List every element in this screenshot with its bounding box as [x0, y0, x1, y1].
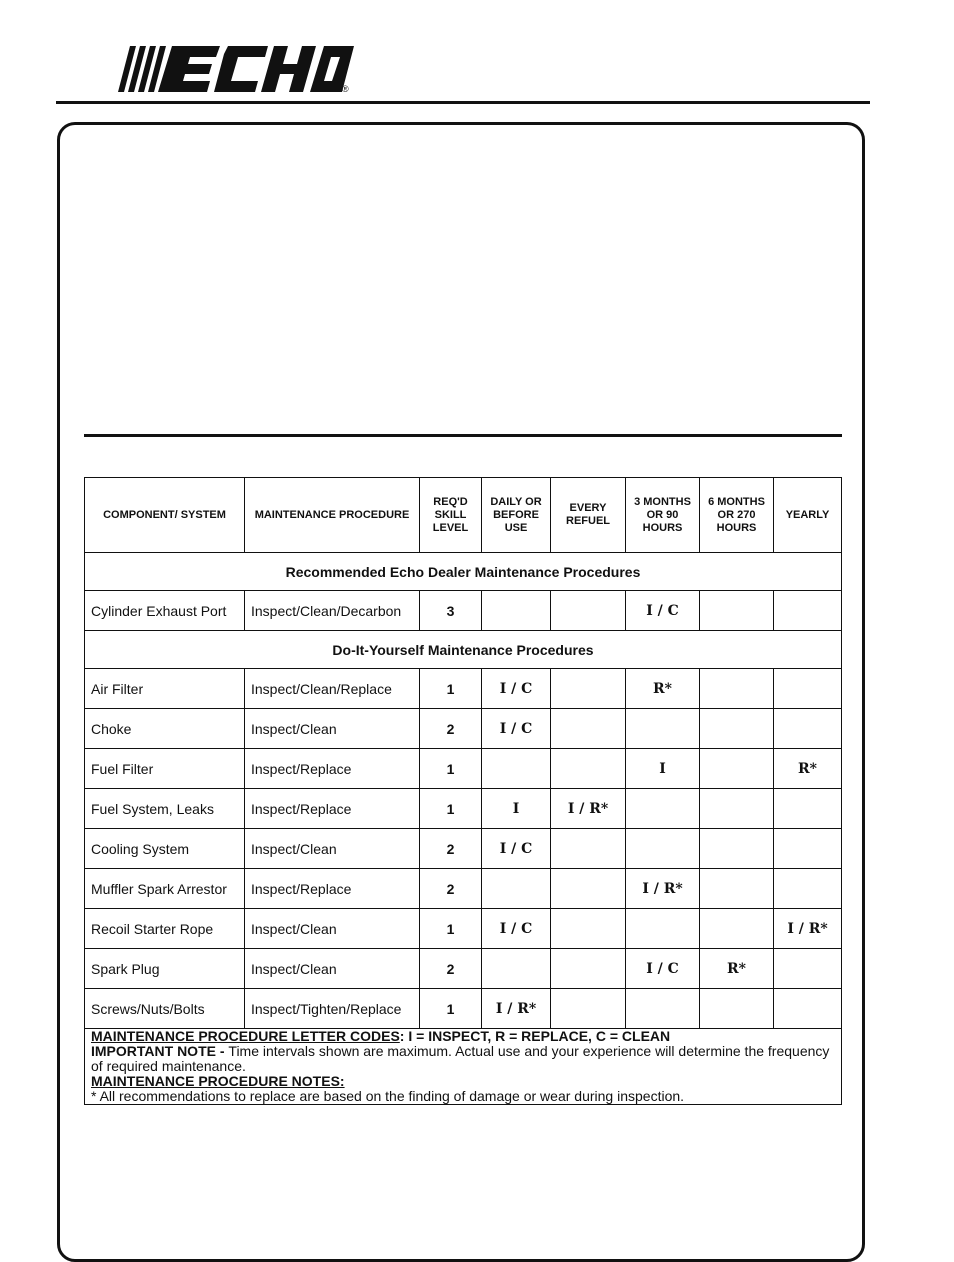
procedure-cell: Inspect/Clean/Decarbon: [245, 591, 420, 631]
6-months-cell: [700, 591, 774, 631]
procedure-cell: Inspect/Replace: [245, 749, 420, 789]
procedure-cell: Inspect/Clean: [245, 829, 420, 869]
3-months-cell: [626, 709, 700, 749]
6-months-cell: [700, 669, 774, 709]
yearly-cell: R*: [774, 749, 842, 789]
component-cell: Cylinder Exhaust Port: [85, 591, 245, 631]
daily-cell: [482, 749, 551, 789]
6-months-cell: [700, 709, 774, 749]
procedure-cell: Inspect/Replace: [245, 869, 420, 909]
refuel-cell: [551, 829, 626, 869]
6-months-cell: [700, 749, 774, 789]
table-row: [85, 709, 842, 749]
3-months-cell: I / C: [626, 949, 700, 989]
important-note-line: [91, 1044, 835, 1074]
maintenance-table: [84, 477, 842, 1105]
component-cell: Fuel Filter: [85, 749, 245, 789]
skill-cell: 1: [420, 749, 482, 789]
echo-logo-mark: [116, 44, 356, 100]
skill-cell: 1: [420, 789, 482, 829]
procedure-cell: Inspect/Clean: [245, 949, 420, 989]
component-cell: Recoil Starter Rope: [85, 909, 245, 949]
daily-cell: I / C: [482, 829, 551, 869]
component-cell: Muffler Spark Arrestor: [85, 869, 245, 909]
header-row: [85, 478, 842, 553]
6-months-cell: [700, 909, 774, 949]
skill-cell: 3: [420, 591, 482, 631]
header-rule: [56, 101, 870, 104]
important-note-label: IMPORTANT NOTE -: [91, 1043, 229, 1059]
skill-cell: 2: [420, 709, 482, 749]
refuel-cell: [551, 591, 626, 631]
registered-mark: ®: [342, 84, 349, 94]
yearly-cell: [774, 669, 842, 709]
refuel-cell: [551, 749, 626, 789]
procedure-notes-label: MAINTENANCE PROCEDURE NOTES:: [91, 1073, 345, 1089]
daily-cell: I / C: [482, 909, 551, 949]
notes-row: [85, 1029, 842, 1105]
procedure-cell: Inspect/Clean: [245, 709, 420, 749]
daily-cell: I / C: [482, 669, 551, 709]
table-row: [85, 749, 842, 789]
table-row: [85, 949, 842, 989]
6-months-cell: [700, 989, 774, 1029]
letter-codes-text: : I = INSPECT, R = REPLACE, C = CLEAN: [399, 1028, 671, 1044]
daily-cell: [482, 869, 551, 909]
procedure-cell: Inspect/Tighten/Replace: [245, 989, 420, 1029]
daily-cell: I: [482, 789, 551, 829]
component-cell: Fuel System, Leaks: [85, 789, 245, 829]
skill-cell: 1: [420, 989, 482, 1029]
refuel-cell: [551, 709, 626, 749]
procedure-note-text: * All recommendations to replace are based on the finding of damage or wear during inspection.: [91, 1088, 685, 1104]
diy-section-row: [85, 631, 842, 669]
notes-cell: [85, 1029, 842, 1105]
header-6-months: 6 MONTHS OR 270 HOURS: [700, 478, 774, 553]
procedure-note-line: [91, 1089, 835, 1104]
dealer-section-title: Recommended Echo Dealer Maintenance Procedures: [85, 553, 842, 591]
header-procedure: MAINTENANCE PROCEDURE: [245, 478, 420, 553]
yearly-cell: [774, 949, 842, 989]
3-months-cell: [626, 789, 700, 829]
table-row: [85, 909, 842, 949]
refuel-cell: [551, 989, 626, 1029]
skill-cell: 2: [420, 949, 482, 989]
important-note-text: Time intervals shown are maximum. Actual use and your experience will determine the frequency of required maintenance.: [91, 1043, 830, 1074]
refuel-cell: [551, 949, 626, 989]
table-row: [85, 591, 842, 631]
procedure-cell: Inspect/Clean: [245, 909, 420, 949]
6-months-cell: [700, 869, 774, 909]
daily-cell: [482, 591, 551, 631]
component-cell: Air Filter: [85, 669, 245, 709]
refuel-cell: [551, 869, 626, 909]
skill-cell: 2: [420, 869, 482, 909]
skill-cell: 2: [420, 829, 482, 869]
daily-cell: I / C: [482, 709, 551, 749]
letter-codes-label: MAINTENANCE PROCEDURE LETTER CODES: [91, 1028, 400, 1044]
header-refuel: EVERY REFUEL: [551, 478, 626, 553]
header-daily: DAILY OR BEFORE USE: [482, 478, 551, 553]
refuel-cell: [551, 669, 626, 709]
3-months-cell: [626, 829, 700, 869]
6-months-cell: [700, 789, 774, 829]
3-months-cell: I / C: [626, 591, 700, 631]
3-months-cell: [626, 909, 700, 949]
3-months-cell: I: [626, 749, 700, 789]
3-months-cell: [626, 989, 700, 1029]
yearly-cell: [774, 591, 842, 631]
daily-cell: [482, 949, 551, 989]
echo-logo: [116, 44, 356, 100]
yearly-cell: [774, 989, 842, 1029]
table-row: [85, 829, 842, 869]
skill-cell: 1: [420, 909, 482, 949]
refuel-cell: [551, 909, 626, 949]
procedure-cell: Inspect/Clean/Replace: [245, 669, 420, 709]
table-row: [85, 789, 842, 829]
refuel-cell: I / R*: [551, 789, 626, 829]
table-row: [85, 989, 842, 1029]
letter-codes-line: [91, 1029, 835, 1044]
component-cell: Screws/Nuts/Bolts: [85, 989, 245, 1029]
dealer-section-row: [85, 553, 842, 591]
skill-cell: 1: [420, 669, 482, 709]
6-months-cell: [700, 829, 774, 869]
header-yearly: YEARLY: [774, 478, 842, 553]
component-cell: Spark Plug: [85, 949, 245, 989]
section-rule: [84, 434, 842, 437]
3-months-cell: R*: [626, 669, 700, 709]
yearly-cell: I / R*: [774, 909, 842, 949]
header-component: COMPONENT/ SYSTEM: [85, 478, 245, 553]
header-skill: REQ'D SKILL LEVEL: [420, 478, 482, 553]
table-row: [85, 869, 842, 909]
3-months-cell: I / R*: [626, 869, 700, 909]
component-cell: Choke: [85, 709, 245, 749]
procedure-notes-heading: [91, 1074, 835, 1089]
diy-section-title: Do-It-Yourself Maintenance Procedures: [85, 631, 842, 669]
yearly-cell: [774, 829, 842, 869]
component-cell: Cooling System: [85, 829, 245, 869]
yearly-cell: [774, 869, 842, 909]
6-months-cell: R*: [700, 949, 774, 989]
table-row: [85, 669, 842, 709]
procedure-cell: Inspect/Replace: [245, 789, 420, 829]
yearly-cell: [774, 709, 842, 749]
header-3-months: 3 MONTHS OR 90 HOURS: [626, 478, 700, 553]
daily-cell: I / R*: [482, 989, 551, 1029]
yearly-cell: [774, 789, 842, 829]
